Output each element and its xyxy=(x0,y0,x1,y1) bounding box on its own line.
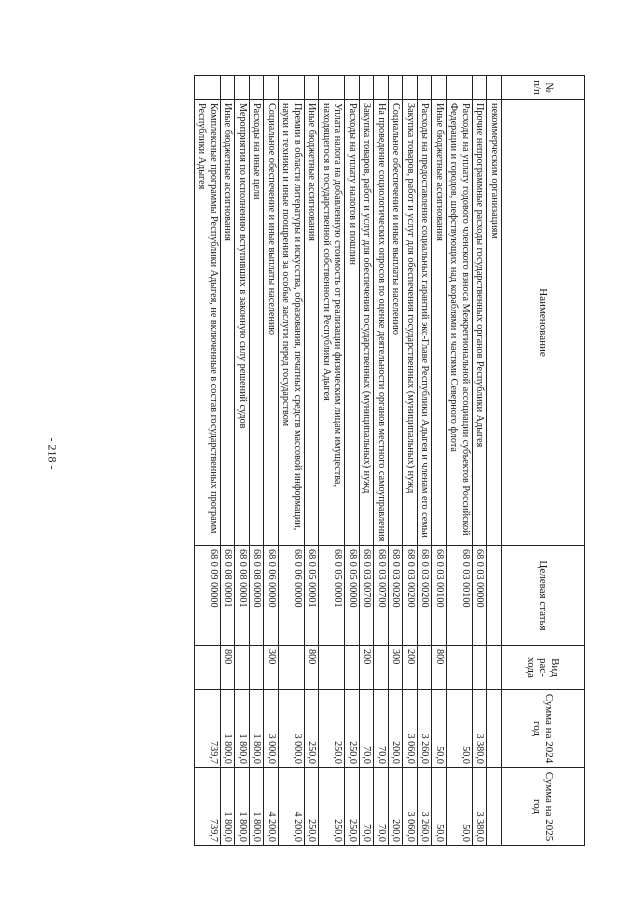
row-sum-2025-cell: 70,0 xyxy=(360,768,375,846)
row-vid-cell: 300 xyxy=(389,646,404,690)
row-num-cell xyxy=(374,76,389,100)
row-vid-cell xyxy=(279,646,305,690)
header-name: Наименование xyxy=(502,100,585,546)
row-vid-cell: 800 xyxy=(305,646,320,690)
table-header-row xyxy=(502,76,585,846)
row-name-cell: Иные бюджетные ассигнования xyxy=(221,100,236,546)
row-sum-2025-cell: 50,0 xyxy=(432,768,447,846)
row-num-cell xyxy=(487,76,502,100)
row-code-cell: 68 0 06 00000 xyxy=(264,546,279,646)
row-name-cell: На проведение социологических опросов по оценке деятельности органов местного самоуправления xyxy=(374,100,389,546)
table-row xyxy=(418,76,433,846)
row-sum-2024-cell: 739,7 xyxy=(195,690,221,768)
table-row xyxy=(389,76,404,846)
row-code-cell: 68 0 03 00700 xyxy=(374,546,389,646)
row-num-cell xyxy=(235,76,250,100)
row-num-cell xyxy=(279,76,305,100)
row-sum-2024-cell: 250,0 xyxy=(319,690,345,768)
row-num-cell xyxy=(345,76,360,100)
row-name-cell: Расходы на иные цели xyxy=(250,100,265,546)
row-sum-2024-cell: 3 000,0 xyxy=(264,690,279,768)
table-row xyxy=(195,76,221,846)
row-code-cell: 68 0 03 00100 xyxy=(447,546,473,646)
row-code-cell: 68 0 05 00000 xyxy=(345,546,360,646)
table-row xyxy=(487,76,502,846)
row-code-cell: 68 0 03 00700 xyxy=(360,546,375,646)
row-name-cell: Иные бюджетные ассигнования xyxy=(305,100,320,546)
row-code-cell: 68 0 03 00200 xyxy=(418,546,433,646)
row-name-cell: Мероприятия по исполнению вступивших в законную силу решений судов xyxy=(235,100,250,546)
row-sum-2024-cell: 3 060,0 xyxy=(403,690,418,768)
row-num-cell xyxy=(250,76,265,100)
row-code-cell: 68 0 05 00001 xyxy=(305,546,320,646)
row-vid-cell: 800 xyxy=(432,646,447,690)
row-sum-2024-cell: 3 260,0 xyxy=(418,690,433,768)
budget-table xyxy=(194,75,585,846)
table-row xyxy=(374,76,389,846)
row-name-cell: Закупка товаров, работ и услуг для обеспечения государственных (муниципальных) нужд xyxy=(403,100,418,546)
row-num-cell xyxy=(389,76,404,100)
row-num-cell xyxy=(473,76,488,100)
row-code-cell: 68 0 08 00000 xyxy=(250,546,265,646)
table-row xyxy=(447,76,473,846)
row-num-cell xyxy=(195,76,221,100)
row-vid-cell xyxy=(447,646,473,690)
row-sum-2024-cell: 70,0 xyxy=(360,690,375,768)
table-row xyxy=(235,76,250,846)
row-name-cell: Комплексные программы Республики Адыгея, не включенные в состав государственных программ Республики Адыгея xyxy=(195,100,221,546)
row-name-cell: некоммерческим организациям xyxy=(487,100,502,546)
row-code-cell: 68 0 03 00200 xyxy=(389,546,404,646)
page-number: - 218 - xyxy=(45,437,60,470)
row-name-cell: Расходы на уплату налогов и пошлин xyxy=(345,100,360,546)
row-vid-cell xyxy=(195,646,221,690)
row-sum-2025-cell: 200,0 xyxy=(389,768,404,846)
row-num-cell xyxy=(221,76,236,100)
row-sum-2025-cell: 250,0 xyxy=(305,768,320,846)
row-sum-2024-cell: 3 380,0 xyxy=(473,690,488,768)
header-num: № п/п xyxy=(502,76,585,100)
row-vid-cell: 200 xyxy=(360,646,375,690)
row-name-cell: Закупка товаров, работ и услуг для обеспечения государственных (муниципальных) нужд xyxy=(360,100,375,546)
row-code-cell: 68 0 08 00001 xyxy=(235,546,250,646)
row-vid-cell xyxy=(235,646,250,690)
row-sum-2024-cell: 1 800,0 xyxy=(235,690,250,768)
row-name-cell: Уплата налога на добавленную стоимость от реализации физическим лицам имущества, находящегося в государственной собственности Республики Адыгея xyxy=(319,100,345,546)
row-code-cell: 68 0 08 00001 xyxy=(221,546,236,646)
table-row xyxy=(403,76,418,846)
row-sum-2025-cell: 739,7 xyxy=(195,768,221,846)
row-name-cell: Социальное обеспечение и иные выплаты населению xyxy=(264,100,279,546)
row-sum-2025-cell: 1 800,0 xyxy=(235,768,250,846)
row-code-cell: 68 0 03 00000 xyxy=(473,546,488,646)
row-num-cell xyxy=(360,76,375,100)
row-sum-2025-cell: 4 200,0 xyxy=(279,768,305,846)
table-row xyxy=(432,76,447,846)
row-sum-2024-cell: 250,0 xyxy=(305,690,320,768)
header-sum-2025: Сумма на 2025 год xyxy=(502,768,585,846)
row-code-cell: 68 0 05 00001 xyxy=(319,546,345,646)
row-name-cell: Прочие непрограммные расходы государственных органов Республики Адыгея xyxy=(473,100,488,546)
row-num-cell xyxy=(319,76,345,100)
row-vid-cell xyxy=(319,646,345,690)
row-vid-cell xyxy=(418,646,433,690)
row-vid-cell: 200 xyxy=(403,646,418,690)
table-row xyxy=(305,76,320,846)
row-vid-cell xyxy=(345,646,360,690)
row-sum-2024-cell xyxy=(487,690,502,768)
row-vid-cell xyxy=(374,646,389,690)
row-sum-2024-cell: 70,0 xyxy=(374,690,389,768)
row-sum-2025-cell: 250,0 xyxy=(319,768,345,846)
row-sum-2025-cell: 1 800,0 xyxy=(250,768,265,846)
row-sum-2024-cell: 200,0 xyxy=(389,690,404,768)
row-num-cell xyxy=(447,76,473,100)
row-sum-2025-cell: 70,0 xyxy=(374,768,389,846)
row-sum-2025-cell: 3 260,0 xyxy=(418,768,433,846)
table-row xyxy=(221,76,236,846)
row-sum-2024-cell: 1 800,0 xyxy=(250,690,265,768)
table-row xyxy=(264,76,279,846)
row-vid-cell xyxy=(487,646,502,690)
row-vid-cell xyxy=(473,646,488,690)
row-sum-2024-cell: 1 800,0 xyxy=(221,690,236,768)
row-sum-2025-cell: 50,0 xyxy=(447,768,473,846)
table-row xyxy=(360,76,375,846)
row-name-cell: Социальное обеспечение и иные выплаты населению xyxy=(389,100,404,546)
row-num-cell xyxy=(403,76,418,100)
row-sum-2025-cell: 3 060,0 xyxy=(403,768,418,846)
row-vid-cell xyxy=(250,646,265,690)
row-sum-2025-cell: 250,0 xyxy=(345,768,360,846)
row-sum-2025-cell xyxy=(487,768,502,846)
row-num-cell xyxy=(305,76,320,100)
row-name-cell: Иные бюджетные ассигнования xyxy=(432,100,447,546)
row-num-cell xyxy=(418,76,433,100)
row-num-cell xyxy=(264,76,279,100)
row-vid-cell: 300 xyxy=(264,646,279,690)
table-row xyxy=(279,76,305,846)
row-code-cell xyxy=(487,546,502,646)
table-row xyxy=(345,76,360,846)
row-sum-2024-cell: 50,0 xyxy=(432,690,447,768)
row-code-cell: 68 0 03 00200 xyxy=(403,546,418,646)
row-code-cell: 68 0 06 00000 xyxy=(279,546,305,646)
row-sum-2024-cell: 50,0 xyxy=(447,690,473,768)
row-vid-cell: 800 xyxy=(221,646,236,690)
row-sum-2025-cell: 4 200,0 xyxy=(264,768,279,846)
table-row xyxy=(250,76,265,846)
row-name-cell: Премии в области литературы и искусства, образования, печатных средств массовой информации, науки и техники и иные поощрения за особые заслуги перед государством xyxy=(279,100,305,546)
row-num-cell xyxy=(432,76,447,100)
row-code-cell: 68 0 03 00100 xyxy=(432,546,447,646)
header-code: Целевая статья xyxy=(502,546,585,646)
rotated-table-container xyxy=(65,75,585,845)
row-sum-2024-cell: 250,0 xyxy=(345,690,360,768)
row-sum-2024-cell: 3 000,0 xyxy=(279,690,305,768)
table-row xyxy=(319,76,345,846)
table-row xyxy=(473,76,488,846)
row-code-cell: 68 0 09 00000 xyxy=(195,546,221,646)
header-vid: Вид рас-хода xyxy=(502,646,585,690)
row-name-cell: Расходы на уплату годового членского взноса Межрегиональной ассоциации субъектов Российской Федерации и городов, шефствующих над кораблями и частями Северного флота xyxy=(447,100,473,546)
header-sum-2024: Сумма на 2024 год xyxy=(502,690,585,768)
row-sum-2025-cell: 1 800,0 xyxy=(221,768,236,846)
row-name-cell: Расходы на предоставление социальных гарантий экс-Главе Республики Адыгея и членам его семьи xyxy=(418,100,433,546)
row-sum-2025-cell: 3 380,0 xyxy=(473,768,488,846)
